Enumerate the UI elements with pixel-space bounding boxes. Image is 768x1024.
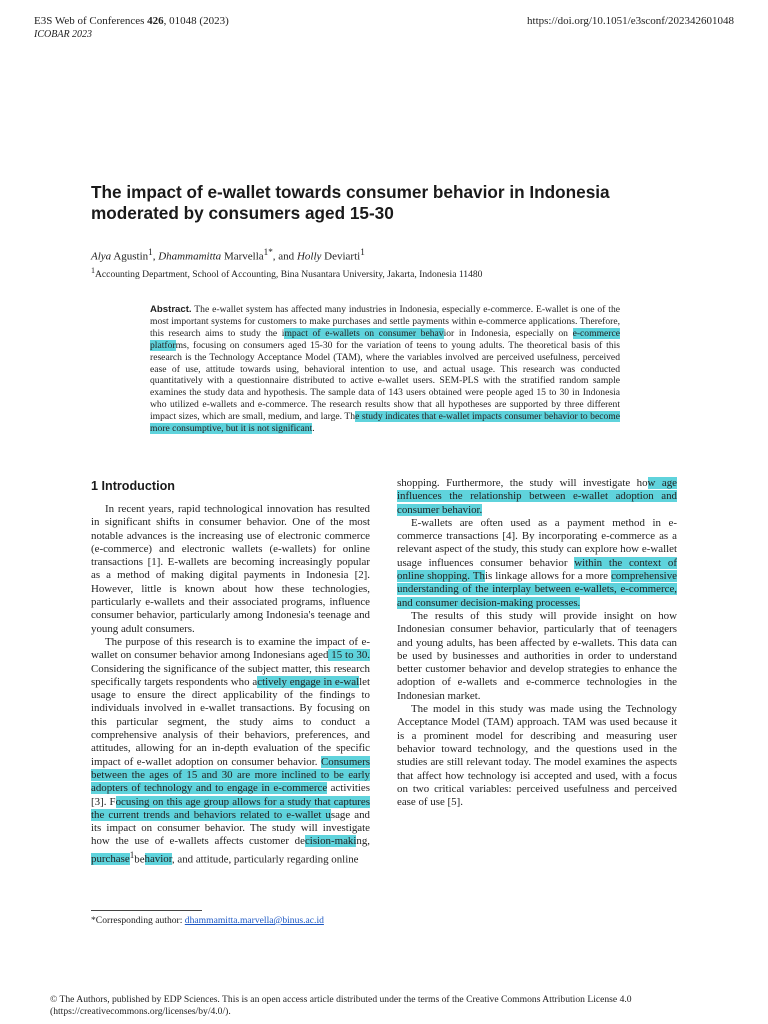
paragraph: E-wallets are often used as a payment method in e-commerce transactions [4]. By incorporating e-commerce as a relevant aspect of the study, this study can explore how e-wallet usage influences consumer behavior within the context of online shopping. This linkage allows for a more comprehensive understanding of the interplay between e-wallets, e-commerce, and consumer decision-making processes.: [397, 516, 677, 609]
paragraph: shopping. Furthermore, the study will investigate how age influences the relationship between e-wallet adoption and consumer behavior.: [397, 477, 677, 516]
paragraph: The model in this study was made using the Technology Acceptance Model (TAM) approach. TAM was used because it is a prominent model for describing and measuring user behavior toward technology, and the questions used in the studies are still relevant today. The model examines the aspects that affect how technology isi accepted and used, with a focus on two critical variables: perceived usefulness and perceived ease of use [5].: [397, 703, 677, 809]
highlight: w age influences the relationship between e-wallet adoption and consumer behavior.: [397, 477, 677, 516]
license-notice: © The Authors, published by EDP Sciences. This is an open access article distributed under the terms of the Creative Commons Attribution License 4.0 (https://creativecommons.org/licenses/by/4.0/).: [50, 994, 632, 1017]
conference-name: ICOBAR 2023: [34, 29, 93, 40]
highlight: e study indicates that e-wallet impacts consumer behavior to become more consumptive, but it is not significant: [150, 411, 620, 435]
footnote: *Corresponding author: dhammamitta.marvella@binus.ac.id: [91, 915, 324, 926]
highlight: e-commerce platfor: [150, 327, 620, 351]
author-list: Alya Agustin$^1$, Dhammamitta Marvella$^{1*}$, and Holly Deviarti$^1$: [91, 247, 365, 263]
volume-number: 426: [147, 15, 164, 27]
abstract-label: Abstract.: [150, 304, 192, 315]
highlight: within the context of online shopping. Th: [397, 556, 677, 583]
paragraph: The purpose of this research is to examine the impact of e-wallet on consumer behavior among Indonesians aged 15 to 30. Considering the significance of the subject matter, this research specifically targets respondents who actively engage in e-wallet usage to ensure the direct applicability of the findings to individuals involved in e-wallet transactions. By focusing on this particular segment, the study aims to conduct a comprehensive analysis of their behaviors, preferences, and attitudes, allowing for an in-depth evaluation of the specific impact of e-wallet adoption on consumer behavior. Consumers between the ages of 15 and 30 are more inclined to be early adopters of technology and to engage in e-commerce activities [3]. Focusing on this age group allows for a study that captures the current trends and behaviors related to e-wallet usage and its impact on consumer behavior. The study will investigate how the use of e-wallets affects customer decision-making, purchase$^1$behavior, and attitude, particularly regarding online: [91, 635, 371, 866]
right-column: [397, 477, 677, 809]
paragraph: The results of this study will provide insight on how Indonesian consumer behavior, particularly that of teenagers and young adults, has been affected by e-wallets. This data can be used by businesses and authorities in order to understand better customer behavior and develop strategies to enhance the adoption of e-wallets and e-commerce technologies in the Indonesian market.: [397, 609, 677, 702]
paper-title: The impact of e-wallet towards consumer behavior in Indonesia moderated by consumers aged 15-30: [91, 182, 610, 223]
running-header-left: [34, 14, 229, 42]
highlight: 15 to 30.: [328, 649, 370, 662]
section-heading-introduction: 1 Introduction: [91, 479, 175, 493]
highlight: purchase: [91, 853, 130, 866]
highlight: Consumers between the ages of 15 and 30 are more inclined to be early adopters of technology and to engage in e-commerce: [91, 755, 370, 795]
highlight: comprehensive understanding of the interplay between e-wallets, e-commerce, and consumer decision-making processes.: [397, 570, 677, 609]
highlight: cision-maki: [304, 835, 357, 848]
footnote-rule: [91, 910, 202, 911]
paragraph: In recent years, rapid technological innovation has resulted in significant shifts in consumer behavior. One of the most notable advances is the increasing use of electronic commerce (e-commerce) and electronic wallets (e-wallets) for online transactions [1]. E-wallets are becoming increasingly popular as a method of making digital payments in Indonesia [2]. However, little is known about how these technologies, particularly e-wallets and their associated programs, influence consumer behavior, particularly among Indonesia's teenage and young adult consumers.: [91, 503, 370, 635]
affiliation: $^1$Accounting Department, School of Accounting, Bina Nusantara University, Jakarta, Indonesia 11480: [91, 266, 483, 281]
highlight: ocusing on this age group allows for a study that captures the current trends and behaviors related to e-wallet u: [91, 795, 371, 821]
abstract: Abstract. The e-wallet system has affected many industries in Indonesia, especially e-commerce. E-wallet is one of the most important systems for customers to make purchases and settle payments within e-commerce applications. Therefore, this research aims to study the impact of e-wallets on consumer behavior in Indonesia, especially on e-commerce platforms, focusing on consumers aged 15-30 for the variation of teens to young adults. The theoretical basis of this research is the Technology Acceptance Model (TAM), where the variables involved are perceived usefulness, perceived ease of use, attitude towards using, behavioral intention to use, and actual usage. This research was conducted quantitatively with a questionnaire distributed to active e-wallet users. SEM-PLS with the stratified random sample examines the study data and hypothesis. The sample data of 143 users obtained were people aged 15 to 30 in Indonesia who utilized e-wallets and e-commerce. The research results show that all hypotheses are supported by three different impact sizes, which are small, medium, and large. The study indicates that e-wallet impacts consumer behavior to become more consumptive, but it is not significant.: [150, 304, 620, 435]
highlight: ctively engage in e-wal: [257, 675, 360, 688]
highlight: mpact of e-wallets on consumer behav: [284, 327, 444, 339]
left-column: [91, 503, 370, 867]
email-link[interactable]: dhammamitta.marvella@binus.ac.id: [184, 915, 324, 926]
venue-line: E3S Web of Conferences 426, 01048 (2023): [34, 15, 229, 27]
doi-link[interactable]: https://doi.org/10.1051/e3sconf/202342601048: [527, 15, 734, 27]
highlight: havior: [144, 853, 172, 866]
